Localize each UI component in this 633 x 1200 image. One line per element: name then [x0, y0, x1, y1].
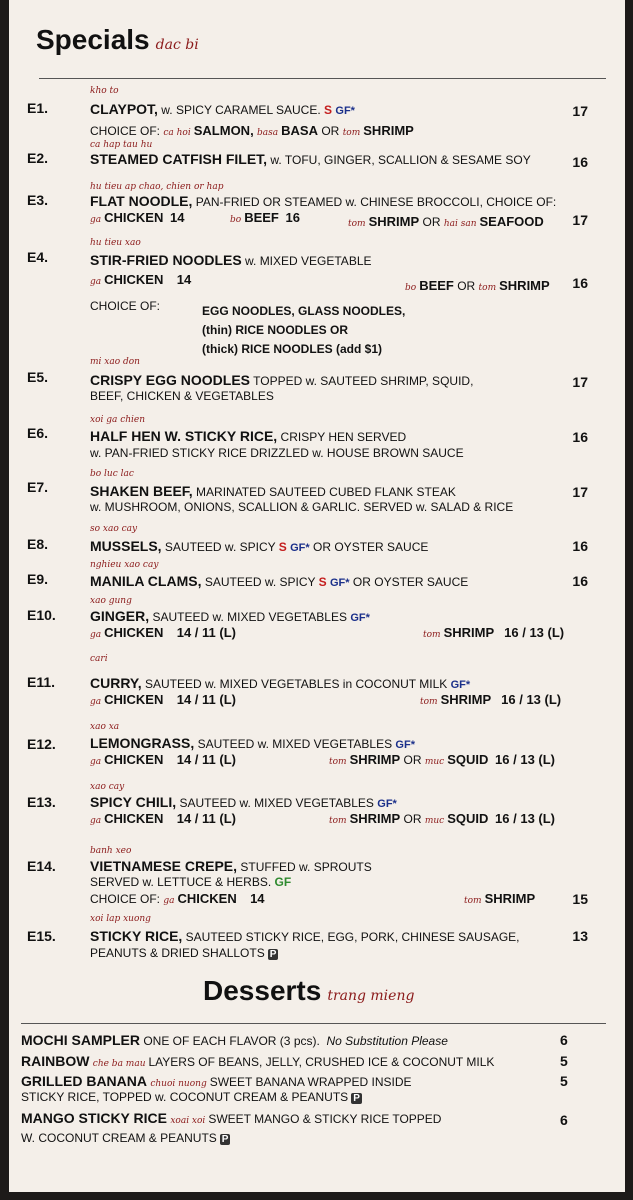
- desserts-heading: Desserts trang mieng: [203, 975, 415, 1006]
- choice-label: CHOICE OF:: [90, 299, 161, 313]
- item-line: SHAKEN BEEF, MARINATED SAUTEED CUBED FLANK STEAK: [90, 483, 456, 499]
- beef-shrimp-option: bo BEEF OR tom SHRIMP: [405, 278, 550, 293]
- item-line: CURRY, SAUTEED w. MIXED VEGETABLES in COCONUT MILK GF*: [90, 675, 471, 691]
- beef-option: bo BEEF 16: [230, 210, 300, 225]
- viet-name: xao cay: [90, 782, 125, 792]
- dessert-desc: STICKY RICE, TOPPED w. COCONUT CREAM & PEANUTS P: [21, 1090, 360, 1104]
- item-code: E6.: [27, 425, 49, 441]
- viet-name: xoi lap xuong: [90, 914, 151, 924]
- dessert-line: MOCHI SAMPLER ONE OF EACH FLAVOR (3 pcs). No Substitution Please: [21, 1032, 448, 1048]
- item-desc: w. PAN-FRIED STICKY RICE DRIZZLED w. HOUSE BROWN SAUCE: [90, 446, 464, 460]
- viet-name: ca hap tau hu: [90, 140, 153, 150]
- item-line: STICKY RICE, SAUTEED STICKY RICE, EGG, PORK, CHINESE SAUSAGE,: [90, 928, 520, 944]
- item-line: GINGER, SAUTEED w. MIXED VEGETABLES GF*: [90, 608, 370, 624]
- item-code: E2.: [27, 150, 49, 166]
- chicken-option: ga CHICKEN 14 / 11 (L): [90, 692, 236, 707]
- item-desc: PEANUTS & DRIED SHALLOTS P: [90, 946, 277, 960]
- menu-page: [9, 0, 625, 1192]
- item-line: FLAT NOODLE, PAN-FRIED OR STEAMED w. CHINESE BROCCOLI, CHOICE OF:: [90, 193, 557, 209]
- item-price: 16: [572, 538, 588, 554]
- item-price: 17: [572, 103, 588, 119]
- dessert-price: 5: [560, 1053, 568, 1069]
- item-desc: SERVED w. LETTUCE & HERBS. GF: [90, 875, 292, 889]
- viet-name: cari: [90, 654, 108, 664]
- item-line: SPICY CHILI, SAUTEED w. MIXED VEGETABLES GF*: [90, 794, 397, 810]
- peanut-icon: P: [269, 949, 277, 960]
- item-line: MANILA CLAMS, SAUTEED w. SPICY S GF* OR OYSTER SAUCE: [90, 573, 469, 589]
- item-price: 16: [572, 154, 588, 170]
- item-desc: BEEF, CHICKEN & VEGETABLES: [90, 389, 274, 403]
- dessert-desc: W. COCONUT CREAM & PEANUTS P: [21, 1131, 229, 1145]
- chicken-option: ga CHICKEN 14: [90, 272, 192, 287]
- chicken-option: ga CHICKEN 14: [90, 210, 185, 225]
- item-price: 17: [572, 212, 588, 228]
- viet-name: xao gung: [90, 596, 132, 606]
- item-code: E15.: [27, 928, 56, 944]
- item-line: CRISPY EGG NOODLES TOPPED w. SAUTEED SHRIMP, SQUID,: [90, 372, 474, 388]
- dessert-price: 6: [560, 1032, 568, 1048]
- viet-name: mi xao don: [90, 357, 140, 367]
- chicken-option: ga CHICKEN 14 / 11 (L): [90, 752, 236, 767]
- item-code: E7.: [27, 479, 49, 495]
- shrimp-option: tom SHRIMP 16 / 13 (L): [420, 692, 562, 707]
- viet-name: so xao cay: [90, 524, 138, 534]
- specials-heading: Specials dac bi: [36, 24, 199, 55]
- item-code: E13.: [27, 794, 56, 810]
- dessert-line: RAINBOW che ba mau LAYERS OF BEANS, JELLY, CRUSHED ICE & COCONUT MILK: [21, 1053, 495, 1069]
- item-line: VIETNAMESE CREPE, STUFFED w. SPROUTS: [90, 858, 372, 874]
- shrimp-squid-option: tom SHRIMP OR muc SQUID 16 / 13 (L): [329, 811, 556, 826]
- noodle-option: (thick) RICE NOODLES (add $1): [202, 342, 383, 356]
- dessert-price: 5: [560, 1073, 568, 1089]
- divider: [39, 78, 606, 79]
- viet-name: kho to: [90, 86, 119, 96]
- noodle-option: (thin) RICE NOODLES OR: [202, 323, 348, 337]
- item-code: E12.: [27, 736, 56, 752]
- item-line: MUSSELS, SAUTEED w. SPICY S GF* OR OYSTER SAUCE: [90, 538, 429, 554]
- item-line: STEAMED CATFISH FILET, w. TOFU, GINGER, SCALLION & SESAME SOY: [90, 151, 531, 167]
- dessert-line: MANGO STICKY RICE xoai xoi SWEET MANGO & STICKY RICE TOPPED: [21, 1110, 442, 1126]
- peanut-icon: P: [353, 1093, 360, 1104]
- item-code: E4.: [27, 249, 49, 265]
- dessert-price: 6: [560, 1112, 568, 1128]
- item-line: STIR-FRIED NOODLES w. MIXED VEGETABLE: [90, 252, 372, 268]
- item-price: 16: [572, 429, 588, 445]
- viet-name: hu tieu xao: [90, 238, 141, 248]
- chicken-option: ga CHICKEN 14 / 11 (L): [90, 625, 236, 640]
- item-line: CLAYPOT, w. SPICY CARAMEL SAUCE. S GF*: [90, 101, 355, 117]
- noodle-option: EGG NOODLES, GLASS NOODLES,: [202, 304, 406, 318]
- item-price: 15: [572, 891, 588, 907]
- viet-name: banh xeo: [90, 846, 132, 856]
- item-code: E10.: [27, 607, 56, 623]
- item-code: E3.: [27, 192, 49, 208]
- item-desc: w. MUSHROOM, ONIONS, SCALLION & GARLIC. SERVED w. SALAD & RICE: [90, 500, 514, 514]
- viet-name: xoi ga chien: [90, 415, 146, 425]
- item-code: E11.: [27, 674, 56, 690]
- viet-name: bo luc lac: [90, 469, 134, 479]
- watermark: [369, 200, 625, 620]
- seafood-option: tom SHRIMP OR hai san SEAFOOD: [348, 214, 544, 229]
- item-price: 17: [572, 374, 588, 390]
- item-price: 16: [572, 573, 588, 589]
- item-code: E5.: [27, 369, 49, 385]
- peanut-icon: P: [221, 1134, 229, 1145]
- dessert-line: GRILLED BANANA chuoi nuong SWEET BANANA WRAPPED INSIDE: [21, 1073, 412, 1089]
- item-code: E9.: [27, 571, 49, 587]
- item-price: 16: [572, 275, 588, 291]
- item-price: 13: [572, 928, 588, 944]
- shrimp-option: tom SHRIMP: [464, 891, 536, 906]
- item-choices: CHOICE OF: ca hoi SALMON, basa BASA OR tom SHRIMP: [90, 123, 414, 138]
- viet-name: nghieu xao cay: [90, 560, 159, 570]
- item-line: HALF HEN W. STICKY RICE, CRISPY HEN SERVED: [90, 428, 407, 444]
- shrimp-option: tom SHRIMP 16 / 13 (L): [423, 625, 565, 640]
- viet-name: xao xa: [90, 722, 120, 732]
- chicken-option: ga CHICKEN 14 / 11 (L): [90, 811, 236, 826]
- item-code: E14.: [27, 858, 56, 874]
- item-line: LEMONGRASS, SAUTEED w. MIXED VEGETABLES GF*: [90, 735, 415, 751]
- chicken-option: CHOICE OF: ga CHICKEN 14: [90, 891, 265, 906]
- viet-name: hu tieu ap chao, chien or hap: [90, 182, 224, 192]
- item-code: E1.: [27, 100, 49, 116]
- item-price: 17: [572, 484, 588, 500]
- divider: [21, 1023, 606, 1024]
- shrimp-squid-option: tom SHRIMP OR muc SQUID 16 / 13 (L): [329, 752, 556, 767]
- item-code: E8.: [27, 536, 49, 552]
